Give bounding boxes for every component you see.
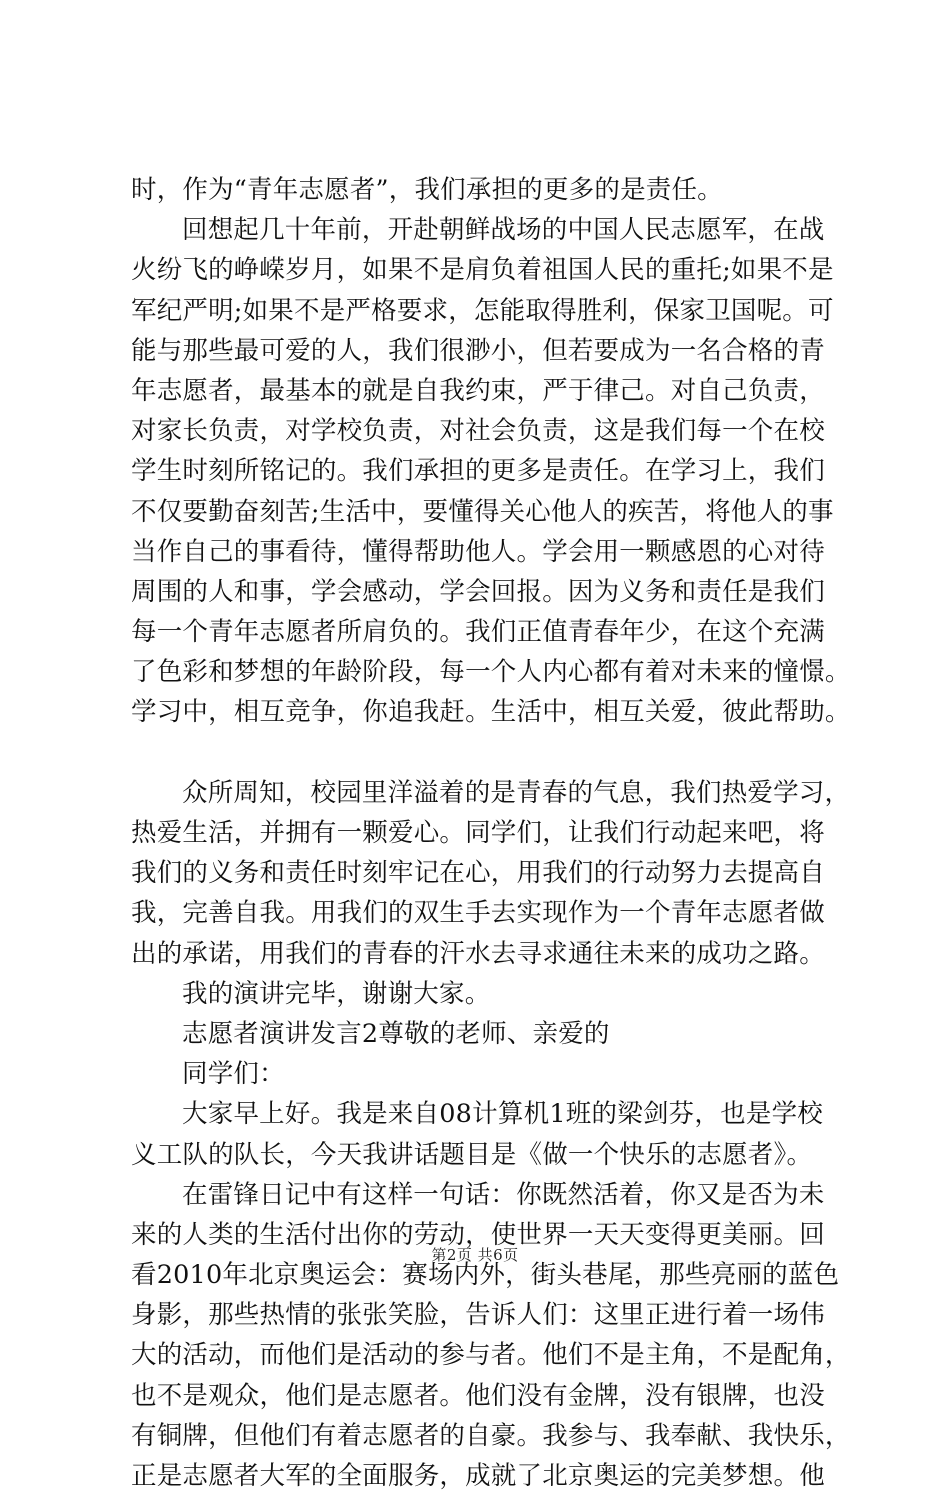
text-line: 大家早上好。我是来自08计算机1班的梁剑芬，也是学校 — [182, 1099, 823, 1130]
text-line: 学生时刻所铭记的。我们承担的更多是责任。在学习上，我们 — [131, 456, 825, 487]
text-line: 义工队的队长，今天我讲话题目是《做一个快乐的志愿者》。 — [131, 1139, 813, 1170]
text-line: 当作自己的事看待，懂得帮助他人。学会用一颗感恩的心对待 — [131, 536, 825, 567]
text-line: 周围的人和事，学会感动，学会回报。因为义务和责任是我们 — [131, 576, 825, 607]
text-line: 大的活动，而他们是活动的参与者。他们不是主角，不是配角， — [131, 1340, 851, 1371]
text-line: 每一个青年志愿者所肩负的。我们正值青春年少，在这个充满 — [131, 617, 825, 648]
text-line: 回想起几十年前，开赴朝鲜战场的中国人民志愿军，在战 — [182, 215, 825, 246]
body-text — [131, 170, 851, 1496]
text-line: 来的人类的生活付出你的劳动，使世界一天天变得更美丽。回 — [131, 1219, 825, 1250]
text-line: 不仅要勤奋刻苦;生活中，要懂得关心他人的疾苦，将他人的事 — [131, 496, 834, 527]
text-line: 能与那些最可爱的人，我们很渺小，但若要成为一名合格的青 — [131, 335, 825, 366]
text-line: 年志愿者，最基本的就是自我约束，严于律己。对自己负责， — [131, 375, 825, 406]
text-line: 出的承诺，用我们的青春的汗水去寻求通往未来的成功之路。 — [131, 938, 825, 969]
text-line: 时，作为“青年志愿者”，我们承担的更多的是责任。 — [131, 175, 723, 205]
text-line: 了色彩和梦想的年龄阶段，每一个人内心都有着对未来的憧憬。 — [131, 657, 851, 688]
text-line: 我的演讲完毕，谢谢大家。 — [182, 978, 491, 1009]
text-line: 对家长负责，对学校负责，对社会负责，这是我们每一个在校 — [131, 416, 825, 447]
text-line: 军纪严明;如果不是严格要求，怎能取得胜利，保家卫国呢。可 — [131, 295, 834, 326]
salutation: 同学们： — [182, 1059, 285, 1090]
text-line: 我，完善自我。用我们的双生手去实现作为一个青年志愿者做 — [131, 898, 825, 929]
paragraph-gap — [131, 733, 823, 773]
text-line: 有铜牌，但他们有着志愿者的自豪。我参与、我奉献、我快乐， — [131, 1420, 851, 1451]
text-line: 我们的义务和责任时刻牢记在心，用我们的行动努力去提高自 — [131, 858, 825, 889]
section-heading: 志愿者演讲发言2尊敬的老师、亲爱的 — [182, 1018, 610, 1049]
text-line: 火纷飞的峥嵘岁月，如果不是肩负着祖国人民的重托;如果不是 — [131, 255, 834, 286]
text-line: 众所周知，校园里洋溢着的是青春的气息，我们热爱学习， — [182, 777, 851, 808]
text-line: 身影，那些热情的张张笑脸，告诉人们：这里正进行着一场伟 — [131, 1300, 825, 1331]
text-line: 正是志愿者大军的全面服务，成就了北京奥运的完美梦想。他 — [131, 1461, 825, 1491]
text-line: 热爱生活，并拥有一颗爱心。同学们，让我们行动起来吧，将 — [131, 818, 825, 848]
text-line: 学习中，相互竞争，你追我赶。生活中，相互关爱，彼此帮助。 — [131, 697, 851, 728]
page-number-footer: 第2页 共6页 — [431, 1246, 519, 1264]
text-line: 看2010年北京奥运会：赛场内外，街头巷尾，那些亮丽的蓝色 — [131, 1260, 840, 1291]
text-line: 在雷锋日记中有这样一句话：你既然活着，你又是否为未 — [182, 1179, 825, 1210]
text-line: 也不是观众，他们是志愿者。他们没有金牌，没有银牌，也没 — [131, 1380, 825, 1411]
